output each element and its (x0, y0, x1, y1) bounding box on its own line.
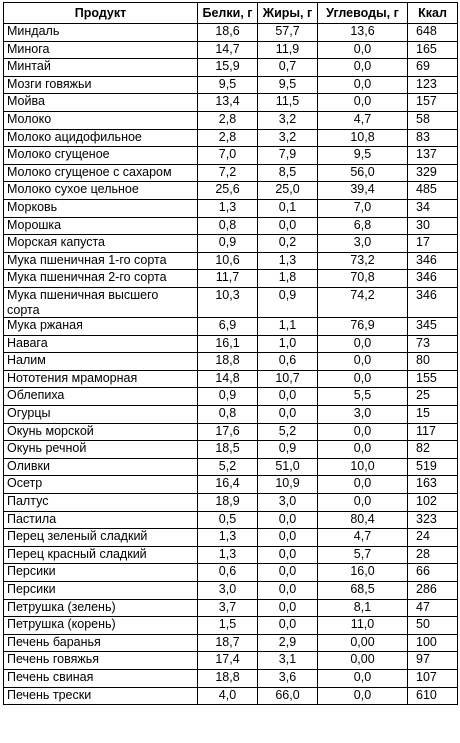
table-row (4, 59, 458, 77)
cell-fat: 0,0 (258, 406, 318, 424)
table-row (4, 582, 458, 600)
cell-fat: 8,5 (258, 164, 318, 182)
table-row (4, 76, 458, 94)
cell-fat: 0,1 (258, 199, 318, 217)
cell-carbs: 6,8 (318, 217, 408, 235)
cell-protein: 9,5 (198, 76, 258, 94)
cell-protein: 7,2 (198, 164, 258, 182)
cell-kcal: 346 (408, 270, 458, 288)
cell-protein: 16,4 (198, 476, 258, 494)
cell-carbs: 0,0 (318, 335, 408, 353)
cell-kcal: 69 (408, 59, 458, 77)
table-row (4, 129, 458, 147)
cell-kcal: 50 (408, 617, 458, 635)
cell-protein: 0,9 (198, 388, 258, 406)
cell-product: Молоко (4, 111, 198, 129)
header-fat: Жиры, г (258, 3, 318, 24)
cell-product: Печень свиная (4, 669, 198, 687)
cell-fat: 0,0 (258, 564, 318, 582)
cell-kcal: 346 (408, 287, 458, 317)
cell-carbs: 5,5 (318, 388, 408, 406)
cell-kcal: 519 (408, 458, 458, 476)
table-row (4, 423, 458, 441)
cell-protein: 18,8 (198, 353, 258, 371)
cell-fat: 3,0 (258, 494, 318, 512)
cell-product: Петрушка (зелень) (4, 599, 198, 617)
cell-kcal: 346 (408, 252, 458, 270)
cell-kcal: 286 (408, 582, 458, 600)
cell-product: Мука пшеничная 1-го сорта (4, 252, 198, 270)
cell-protein: 6,9 (198, 318, 258, 336)
table-row (4, 599, 458, 617)
table-row (4, 24, 458, 42)
cell-fat: 2,9 (258, 634, 318, 652)
cell-fat: 0,0 (258, 617, 318, 635)
header-carbs: Углеводы, г (318, 3, 408, 24)
table-row (4, 458, 458, 476)
cell-kcal: 30 (408, 217, 458, 235)
cell-carbs: 5,7 (318, 546, 408, 564)
cell-fat: 0,0 (258, 599, 318, 617)
cell-kcal: 80 (408, 353, 458, 371)
cell-carbs: 0,0 (318, 687, 408, 705)
cell-product: Морошка (4, 217, 198, 235)
cell-fat: 0,6 (258, 353, 318, 371)
cell-protein: 7,0 (198, 147, 258, 165)
cell-kcal: 123 (408, 76, 458, 94)
cell-kcal: 117 (408, 423, 458, 441)
cell-fat: 1,1 (258, 318, 318, 336)
cell-product: Печень говяжья (4, 652, 198, 670)
cell-protein: 10,3 (198, 287, 258, 317)
table-row (4, 564, 458, 582)
table-row (4, 406, 458, 424)
table-row (4, 147, 458, 165)
cell-product: Миндаль (4, 24, 198, 42)
cell-protein: 1,3 (198, 199, 258, 217)
table-row (4, 370, 458, 388)
cell-carbs: 11,0 (318, 617, 408, 635)
cell-protein: 0,6 (198, 564, 258, 582)
cell-fat: 3,1 (258, 652, 318, 670)
cell-kcal: 100 (408, 634, 458, 652)
cell-kcal: 163 (408, 476, 458, 494)
cell-carbs: 68,5 (318, 582, 408, 600)
table-row (4, 617, 458, 635)
cell-kcal: 329 (408, 164, 458, 182)
cell-protein: 18,9 (198, 494, 258, 512)
cell-product: Молоко сгущеное (4, 147, 198, 165)
cell-fat: 3,2 (258, 111, 318, 129)
cell-product: Печень трески (4, 687, 198, 705)
cell-kcal: 34 (408, 199, 458, 217)
table-row (4, 652, 458, 670)
cell-fat: 1,3 (258, 252, 318, 270)
table-row (4, 235, 458, 253)
cell-carbs: 0,00 (318, 634, 408, 652)
cell-product: Налим (4, 353, 198, 371)
cell-fat: 10,7 (258, 370, 318, 388)
cell-product: Окунь морской (4, 423, 198, 441)
cell-carbs: 16,0 (318, 564, 408, 582)
cell-kcal: 73 (408, 335, 458, 353)
cell-carbs: 4,7 (318, 111, 408, 129)
cell-fat: 0,0 (258, 582, 318, 600)
cell-carbs: 0,0 (318, 41, 408, 59)
cell-kcal: 47 (408, 599, 458, 617)
table-row (4, 529, 458, 547)
cell-protein: 13,4 (198, 94, 258, 112)
cell-fat: 7,9 (258, 147, 318, 165)
cell-carbs: 10,0 (318, 458, 408, 476)
cell-protein: 14,8 (198, 370, 258, 388)
cell-carbs: 0,0 (318, 669, 408, 687)
cell-fat: 0,0 (258, 388, 318, 406)
cell-kcal: 648 (408, 24, 458, 42)
cell-protein: 17,6 (198, 423, 258, 441)
cell-product: Мойва (4, 94, 198, 112)
table-row (4, 353, 458, 371)
cell-carbs: 8,1 (318, 599, 408, 617)
cell-kcal: 610 (408, 687, 458, 705)
cell-kcal: 165 (408, 41, 458, 59)
cell-fat: 3,2 (258, 129, 318, 147)
cell-kcal: 82 (408, 441, 458, 459)
cell-product: Осетр (4, 476, 198, 494)
cell-carbs: 80,4 (318, 511, 408, 529)
cell-product: Окунь речной (4, 441, 198, 459)
cell-protein: 18,5 (198, 441, 258, 459)
cell-kcal: 137 (408, 147, 458, 165)
cell-fat: 3,6 (258, 669, 318, 687)
cell-kcal: 25 (408, 388, 458, 406)
cell-fat: 0,0 (258, 529, 318, 547)
cell-kcal: 97 (408, 652, 458, 670)
cell-carbs: 13,6 (318, 24, 408, 42)
cell-fat: 0,0 (258, 546, 318, 564)
cell-product: Молоко ацидофильное (4, 129, 198, 147)
cell-protein: 3,7 (198, 599, 258, 617)
table-header (4, 3, 458, 24)
table-row (4, 441, 458, 459)
cell-product: Облепиха (4, 388, 198, 406)
table-row (4, 94, 458, 112)
cell-protein: 15,9 (198, 59, 258, 77)
cell-carbs: 56,0 (318, 164, 408, 182)
header-product: Продукт (4, 3, 198, 24)
cell-fat: 0,0 (258, 217, 318, 235)
cell-carbs: 0,0 (318, 76, 408, 94)
cell-product: Оливки (4, 458, 198, 476)
table-row (4, 494, 458, 512)
cell-carbs: 0,0 (318, 353, 408, 371)
cell-carbs: 0,0 (318, 494, 408, 512)
cell-protein: 18,8 (198, 669, 258, 687)
table-row (4, 669, 458, 687)
cell-fat: 0,0 (258, 511, 318, 529)
cell-protein: 2,8 (198, 129, 258, 147)
cell-fat: 57,7 (258, 24, 318, 42)
header-kcal: Ккал (408, 3, 458, 24)
cell-kcal: 83 (408, 129, 458, 147)
cell-product: Печень баранья (4, 634, 198, 652)
cell-fat: 0,9 (258, 441, 318, 459)
cell-protein: 0,8 (198, 217, 258, 235)
cell-protein: 11,7 (198, 270, 258, 288)
cell-protein: 0,5 (198, 511, 258, 529)
table-row (4, 199, 458, 217)
table-row (4, 111, 458, 129)
table-row (4, 164, 458, 182)
cell-kcal: 323 (408, 511, 458, 529)
cell-protein: 3,0 (198, 582, 258, 600)
cell-fat: 0,2 (258, 235, 318, 253)
cell-product: Морковь (4, 199, 198, 217)
table-row (4, 252, 458, 270)
table-row (4, 217, 458, 235)
table-row (4, 270, 458, 288)
cell-kcal: 155 (408, 370, 458, 388)
cell-carbs: 70,8 (318, 270, 408, 288)
cell-carbs: 73,2 (318, 252, 408, 270)
cell-fat: 25,0 (258, 182, 318, 200)
cell-protein: 0,9 (198, 235, 258, 253)
table-row (4, 388, 458, 406)
cell-carbs: 0,0 (318, 370, 408, 388)
cell-protein: 4,0 (198, 687, 258, 705)
table-row (4, 634, 458, 652)
cell-product: Мука пшеничная высшего сорта (4, 287, 198, 317)
cell-product: Молоко сгущеное с сахаром (4, 164, 198, 182)
cell-protein: 5,2 (198, 458, 258, 476)
cell-carbs: 39,4 (318, 182, 408, 200)
table-row (4, 476, 458, 494)
table-row (4, 335, 458, 353)
cell-product: Нототения мраморная (4, 370, 198, 388)
cell-product: Персики (4, 582, 198, 600)
cell-fat: 1,0 (258, 335, 318, 353)
cell-protein: 25,6 (198, 182, 258, 200)
table-row (4, 182, 458, 200)
cell-kcal: 58 (408, 111, 458, 129)
cell-fat: 51,0 (258, 458, 318, 476)
cell-product: Мука ржаная (4, 318, 198, 336)
cell-fat: 0,9 (258, 287, 318, 317)
cell-carbs: 4,7 (318, 529, 408, 547)
cell-protein: 10,6 (198, 252, 258, 270)
cell-product: Перец красный сладкий (4, 546, 198, 564)
cell-product: Навага (4, 335, 198, 353)
cell-fat: 1,8 (258, 270, 318, 288)
cell-carbs: 0,0 (318, 423, 408, 441)
cell-kcal: 345 (408, 318, 458, 336)
cell-kcal: 24 (408, 529, 458, 547)
cell-protein: 1,3 (198, 546, 258, 564)
table-row (4, 546, 458, 564)
table-body (4, 24, 458, 705)
cell-protein: 1,5 (198, 617, 258, 635)
cell-fat: 10,9 (258, 476, 318, 494)
cell-carbs: 0,0 (318, 94, 408, 112)
cell-kcal: 66 (408, 564, 458, 582)
cell-kcal: 17 (408, 235, 458, 253)
cell-product: Молоко сухое цельное (4, 182, 198, 200)
cell-protein: 18,6 (198, 24, 258, 42)
cell-kcal: 102 (408, 494, 458, 512)
table-row (4, 687, 458, 705)
cell-kcal: 485 (408, 182, 458, 200)
cell-carbs: 3,0 (318, 406, 408, 424)
cell-carbs: 76,9 (318, 318, 408, 336)
cell-product: Минтай (4, 59, 198, 77)
cell-product: Петрушка (корень) (4, 617, 198, 635)
cell-kcal: 157 (408, 94, 458, 112)
cell-fat: 11,9 (258, 41, 318, 59)
table-row (4, 41, 458, 59)
cell-carbs: 7,0 (318, 199, 408, 217)
header-row (4, 3, 458, 24)
cell-fat: 9,5 (258, 76, 318, 94)
cell-kcal: 28 (408, 546, 458, 564)
cell-product: Огурцы (4, 406, 198, 424)
cell-fat: 11,5 (258, 94, 318, 112)
cell-kcal: 15 (408, 406, 458, 424)
cell-fat: 5,2 (258, 423, 318, 441)
cell-carbs: 9,5 (318, 147, 408, 165)
cell-kcal: 107 (408, 669, 458, 687)
cell-product: Перец зеленый сладкий (4, 529, 198, 547)
cell-product: Морская капуста (4, 235, 198, 253)
header-protein: Белки, г (198, 3, 258, 24)
cell-protein: 1,3 (198, 529, 258, 547)
cell-product: Мука пшеничная 2-го сорта (4, 270, 198, 288)
cell-carbs: 10,8 (318, 129, 408, 147)
cell-carbs: 74,2 (318, 287, 408, 317)
cell-protein: 17,4 (198, 652, 258, 670)
cell-protein: 14,7 (198, 41, 258, 59)
nutrition-table (3, 2, 458, 705)
cell-protein: 2,8 (198, 111, 258, 129)
table-row (4, 318, 458, 336)
cell-product: Персики (4, 564, 198, 582)
cell-carbs: 0,0 (318, 441, 408, 459)
cell-carbs: 0,0 (318, 59, 408, 77)
cell-product: Минога (4, 41, 198, 59)
cell-protein: 18,7 (198, 634, 258, 652)
table-row (4, 287, 458, 317)
cell-product: Палтус (4, 494, 198, 512)
cell-fat: 0,7 (258, 59, 318, 77)
cell-protein: 0,8 (198, 406, 258, 424)
cell-carbs: 0,0 (318, 476, 408, 494)
cell-carbs: 3,0 (318, 235, 408, 253)
cell-fat: 66,0 (258, 687, 318, 705)
cell-protein: 16,1 (198, 335, 258, 353)
table-row (4, 511, 458, 529)
cell-product: Пастила (4, 511, 198, 529)
cell-product: Мозги говяжьи (4, 76, 198, 94)
cell-carbs: 0,00 (318, 652, 408, 670)
